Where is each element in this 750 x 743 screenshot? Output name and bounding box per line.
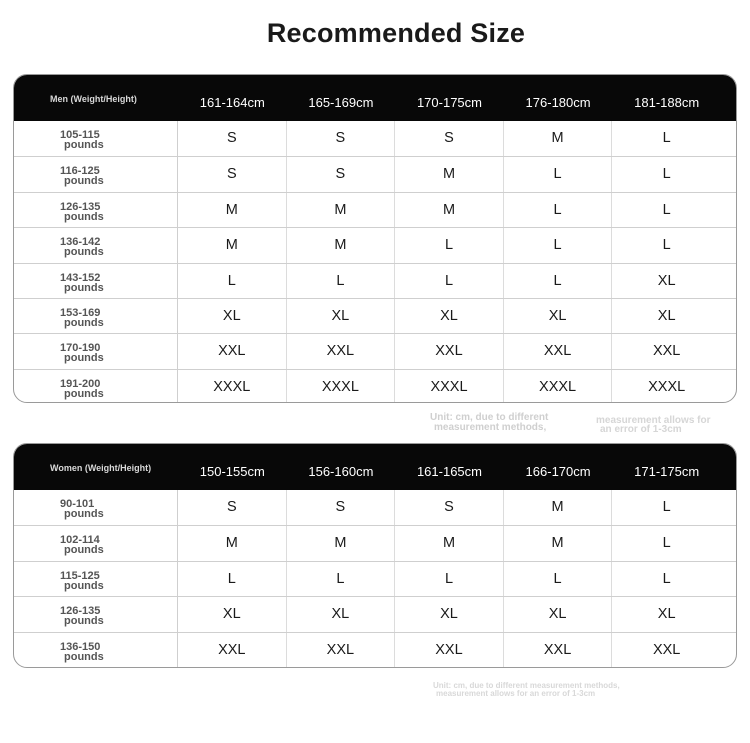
women-column-header: 150-155cm: [199, 464, 265, 479]
men-size-cell: L: [395, 264, 504, 298]
men-size-cell: M: [287, 228, 396, 262]
men-size-cell: XL: [657, 272, 676, 289]
women-size-cell: M: [395, 526, 504, 560]
women-weight-unit: pounds: [64, 544, 104, 557]
men-corner-label: Men (Weight/Height): [50, 94, 137, 104]
women-size-cell: XXL: [395, 633, 504, 667]
men-size-cell: XXL: [652, 343, 681, 360]
women-weight-range: 126-135: [60, 605, 101, 618]
men-size-cell: XXL: [504, 334, 613, 368]
men-weight-unit: pounds: [64, 317, 104, 329]
women-table-header: [14, 444, 736, 490]
men-size-cell: M: [395, 157, 504, 191]
men-size-cell: S: [395, 121, 504, 156]
men-table-row: [14, 227, 736, 262]
men-size-cell: M: [504, 121, 613, 156]
men-table-row: [14, 263, 736, 298]
men-weight-range: 136-142: [60, 236, 101, 249]
men-error-note: [596, 416, 710, 434]
women-table-row: [14, 490, 736, 525]
men-size-cell: S: [178, 121, 287, 156]
women-size-cell: M: [287, 526, 396, 560]
women-row-label: [14, 562, 178, 596]
women-size-cell: L: [178, 562, 287, 596]
women-weight-unit: pounds: [64, 508, 104, 520]
men-size-table: [13, 74, 737, 403]
men-row-label: [14, 228, 178, 262]
women-column-header: 166-170cm: [525, 464, 591, 479]
men-size-cell: XXL: [395, 334, 504, 368]
men-size-cell: L: [662, 237, 671, 254]
women-size-cell: S: [178, 490, 287, 525]
women-unit-note-line: Unit: cm, due to different measurement methods,: [433, 681, 620, 690]
men-size-cell: XL: [504, 299, 613, 333]
men-weight-unit: pounds: [64, 246, 104, 259]
women-column-header: 161-165cm: [416, 464, 482, 479]
men-error-note-line: an error of 1-3cm: [600, 424, 682, 435]
women-size-cell: L: [504, 562, 613, 596]
men-size-cell: XXXL: [178, 370, 287, 403]
men-row-label: [14, 157, 178, 191]
men-column-header: 176-180cm: [525, 95, 591, 110]
women-weight-unit: pounds: [64, 579, 104, 592]
women-weight-unit: pounds: [64, 650, 104, 663]
men-size-cell: M: [178, 228, 287, 262]
men-table-row: [14, 298, 736, 333]
women-size-cell: XL: [504, 597, 613, 631]
men-size-cell: M: [287, 193, 396, 227]
men-size-cell: M: [178, 193, 287, 227]
men-weight-range: 153-169: [60, 307, 101, 319]
men-size-cell: XXXL: [648, 378, 686, 395]
men-weight-range: 170-190: [60, 342, 101, 355]
men-size-cell: XXL: [287, 334, 396, 368]
page-title: Recommended Size: [266, 18, 526, 48]
men-column-header: 170-175cm: [416, 95, 482, 110]
women-size-cell: XXL: [652, 641, 681, 658]
women-table-row: [14, 525, 736, 560]
men-unit-note-line: measurement methods,: [434, 422, 547, 433]
women-table-row: [14, 632, 736, 667]
women-unit-note-line: measurement allows for an error of 1-3cm: [436, 689, 596, 698]
men-weight-range: 143-152: [60, 271, 101, 284]
women-row-label: [14, 633, 178, 667]
men-size-cell: L: [178, 264, 287, 298]
women-size-cell: XXL: [178, 633, 287, 667]
women-column-header: 171-175cm: [634, 464, 700, 479]
men-weight-range: 126-135: [60, 200, 101, 213]
women-unit-note: [433, 682, 620, 698]
women-table-row: [14, 596, 736, 631]
women-weight-range: 136-150: [60, 640, 101, 653]
men-size-cell: L: [662, 201, 671, 218]
men-table-row: [14, 333, 736, 368]
men-row-label: [14, 299, 178, 333]
men-size-cell: XXXL: [395, 370, 504, 403]
men-weight-unit: pounds: [64, 352, 104, 365]
men-size-cell: XL: [395, 299, 504, 333]
women-size-table: [13, 443, 737, 668]
men-weight-range: 105-115: [60, 129, 100, 141]
men-table-row: [14, 156, 736, 191]
men-size-cell: XXXL: [504, 370, 613, 403]
men-column-header: 165-169cm: [308, 95, 374, 110]
women-size-cell: XL: [657, 606, 676, 623]
men-size-cell: L: [504, 193, 613, 227]
women-size-cell: XXL: [287, 633, 396, 667]
women-size-cell: L: [662, 499, 671, 515]
men-unit-note: [430, 413, 548, 433]
men-row-label: [14, 370, 178, 403]
men-weight-unit: pounds: [64, 175, 104, 188]
women-row-label: [14, 490, 178, 525]
men-size-cell: S: [287, 157, 396, 191]
women-size-cell: M: [178, 526, 287, 560]
women-row-label: [14, 526, 178, 560]
men-size-cell: L: [504, 157, 613, 191]
women-weight-unit: pounds: [64, 615, 104, 628]
men-size-cell: XL: [287, 299, 396, 333]
men-size-cell: L: [504, 264, 613, 298]
men-table-row: [14, 192, 736, 227]
men-row-label: [14, 334, 178, 368]
women-size-cell: XL: [287, 597, 396, 631]
men-table-header: [14, 75, 736, 121]
women-table-row: [14, 561, 736, 596]
men-error-note-line: measurement allows for: [596, 415, 711, 426]
men-table-row: [14, 369, 736, 403]
women-size-cell: L: [662, 570, 671, 587]
men-column-header: 181-188cm: [634, 95, 700, 110]
women-column-header: 156-160cm: [308, 464, 374, 479]
women-size-cell: M: [504, 526, 613, 560]
women-size-cell: L: [287, 562, 396, 596]
women-size-cell: XXL: [504, 633, 613, 667]
men-weight-unit: pounds: [64, 139, 104, 151]
men-size-cell: L: [504, 228, 613, 262]
women-size-cell: L: [662, 535, 671, 552]
women-size-cell: S: [395, 490, 504, 525]
women-corner-label: Women (Weight/Height): [50, 463, 152, 473]
men-size-cell: L: [662, 166, 671, 183]
women-weight-range: 90-101: [60, 498, 95, 510]
men-weight-unit: pounds: [64, 387, 104, 400]
men-size-cell: L: [287, 264, 396, 298]
men-size-cell: L: [395, 228, 504, 262]
men-size-cell: XXL: [178, 334, 287, 368]
women-size-cell: XL: [178, 597, 287, 631]
men-weight-unit: pounds: [64, 281, 104, 294]
men-row-label: [14, 193, 178, 227]
women-row-label: [14, 597, 178, 631]
women-size-cell: L: [395, 562, 504, 596]
men-size-cell: XL: [657, 308, 676, 324]
men-row-label: [14, 121, 178, 156]
men-size-cell: L: [662, 130, 671, 146]
men-size-cell: S: [178, 157, 287, 191]
men-weight-range: 191-200: [60, 377, 101, 390]
men-size-cell: XL: [178, 299, 287, 333]
men-weight-range: 116-125: [60, 165, 100, 178]
men-size-cell: S: [287, 121, 396, 156]
men-column-header: 161-164cm: [199, 95, 265, 110]
men-unit-note-line: Unit: cm, due to different: [430, 412, 549, 423]
men-table-row: [14, 121, 736, 156]
men-size-cell: XXXL: [287, 370, 396, 403]
women-weight-range: 115-125: [60, 569, 100, 582]
men-size-cell: M: [395, 193, 504, 227]
women-size-cell: XL: [395, 597, 504, 631]
women-size-cell: M: [504, 490, 613, 525]
women-size-cell: S: [287, 490, 396, 525]
men-weight-unit: pounds: [64, 210, 104, 223]
men-row-label: [14, 264, 178, 298]
women-weight-range: 102-114: [60, 534, 100, 547]
